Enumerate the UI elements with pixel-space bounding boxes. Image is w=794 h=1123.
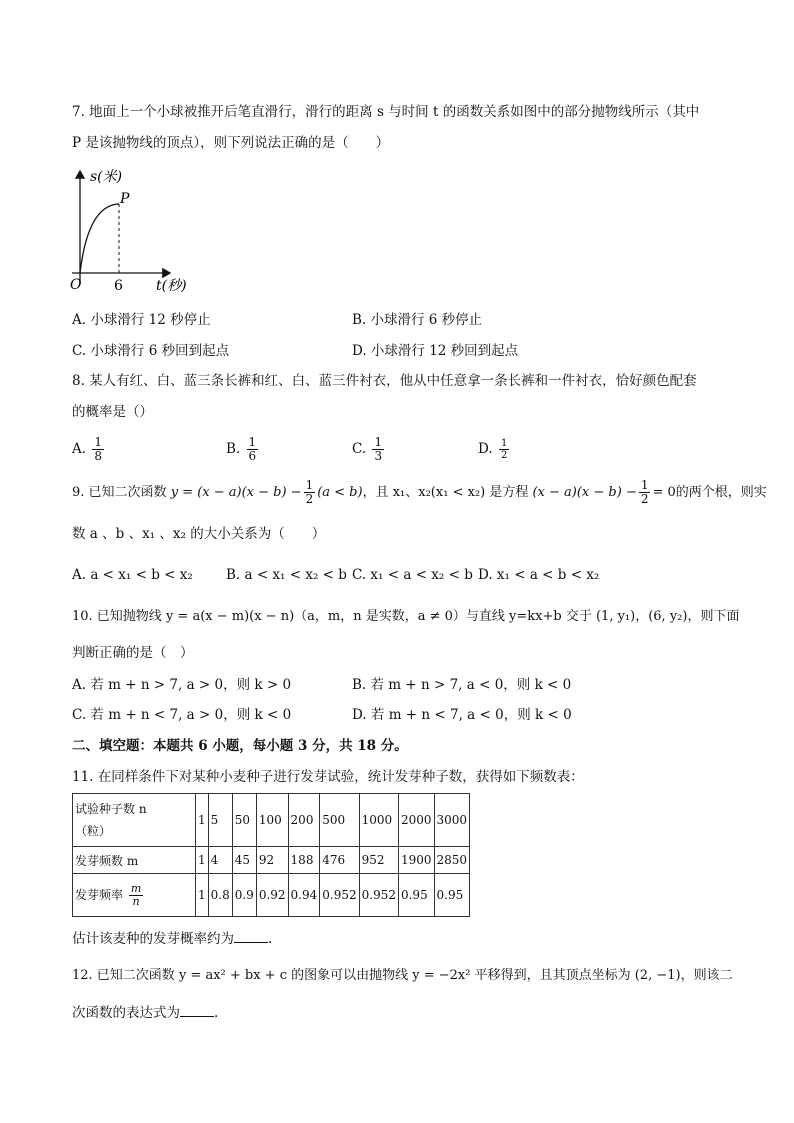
q8-option-c-den: 3 bbox=[374, 449, 383, 463]
q9-mid: ，且 x₁、x₂(x₁ < x₂) 是方程 bbox=[362, 485, 529, 500]
x-axis-label: t(秒) bbox=[156, 278, 187, 294]
table-cell: 188 bbox=[288, 847, 320, 874]
q7-graph bbox=[66, 165, 206, 295]
q9-half-den-2: 2 bbox=[640, 492, 649, 506]
origin-label: O bbox=[70, 277, 82, 293]
q10-option-b[interactable]: B. 若 m + n > 7, a < 0，则 k < 0 bbox=[352, 677, 572, 693]
q10-option-c[interactable]: C. 若 m + n < 7, a > 0，则 k < 0 bbox=[72, 707, 292, 723]
q12-answer-blank[interactable] bbox=[180, 1004, 214, 1017]
parabola-curve bbox=[80, 204, 119, 273]
table-cell: 1 bbox=[196, 847, 209, 874]
q8-option-c-label: C. bbox=[352, 441, 367, 457]
q9-option-b[interactable]: B. a < x₁ < x₂ < b bbox=[226, 567, 347, 583]
q8-option-b-den: 6 bbox=[248, 449, 257, 463]
table-cell: 0.8 bbox=[208, 874, 232, 917]
table-cell: 92 bbox=[256, 847, 288, 874]
q9-post: 的两个根，则实 bbox=[675, 485, 767, 500]
q8-option-d-label: D. bbox=[478, 441, 493, 457]
q8-option-b-num: 1 bbox=[248, 435, 257, 449]
q9-func: y = (x − a)(x − b) − bbox=[170, 485, 302, 500]
ratio-num: m bbox=[130, 881, 142, 895]
q11-answer-prompt: 估计该麦种的发芽概率约为 bbox=[72, 931, 234, 947]
q8-option-a-num: 1 bbox=[94, 435, 102, 449]
table-cell: 2000 bbox=[398, 794, 434, 847]
table-cell: 5 bbox=[208, 794, 232, 847]
q8-option-a[interactable] bbox=[72, 434, 106, 464]
q9-stem-line1 bbox=[72, 476, 767, 510]
q8-option-b-label: B. bbox=[226, 441, 241, 457]
q8-stem-line2: 的概率是（） bbox=[72, 404, 153, 420]
q7-option-d[interactable]: D. 小球滑行 12 秒回到起点 bbox=[352, 343, 519, 359]
q9-half-num-2: 1 bbox=[640, 478, 649, 492]
q8-option-a-label: A. bbox=[72, 441, 87, 457]
q12-answer-line bbox=[72, 1003, 218, 1023]
q9-eq-end: = 0 bbox=[652, 485, 676, 500]
q9-option-a[interactable]: A. a < x₁ < b < x₂ bbox=[72, 567, 193, 583]
table-row bbox=[73, 874, 470, 917]
table-cell: 4 bbox=[208, 847, 232, 874]
table-row bbox=[73, 794, 470, 847]
table-cell: 200 bbox=[288, 794, 320, 847]
ratio-den: n bbox=[132, 894, 140, 908]
table-cell: 1900 bbox=[398, 847, 434, 874]
table-cell: 2850 bbox=[434, 847, 470, 874]
q12-answer-end: . bbox=[214, 1005, 219, 1021]
q9-cond: (a < b) bbox=[317, 485, 363, 500]
y-axis-label: s(米) bbox=[90, 169, 123, 185]
table-cell: 0.952 bbox=[359, 874, 398, 917]
table-cell: 500 bbox=[320, 794, 359, 847]
table-cell: 952 bbox=[359, 847, 398, 874]
table-cell: 1 bbox=[196, 874, 209, 917]
q11-answer-line bbox=[72, 929, 272, 949]
table-cell: 50 bbox=[232, 794, 256, 847]
q10-option-a[interactable]: A. 若 m + n > 7, a > 0，则 k > 0 bbox=[72, 677, 292, 693]
table-cell: 3000 bbox=[434, 794, 470, 847]
q8-option-c[interactable] bbox=[352, 434, 386, 464]
q8-option-c-num: 1 bbox=[374, 435, 383, 449]
section-2-heading: 二、填空题：本题共 6 小题，每小题 3 分，共 18 分。 bbox=[72, 738, 408, 754]
table-cell: 0.95 bbox=[434, 874, 470, 917]
vertex-label: P bbox=[120, 191, 130, 207]
table-cell: 0.94 bbox=[288, 874, 320, 917]
q7-stem-line2: P 是该抛物线的顶点），则下列说法正确的是（ ） bbox=[72, 135, 390, 151]
tick-6-label: 6 bbox=[114, 278, 123, 294]
q11-answer-blank[interactable] bbox=[234, 930, 268, 943]
row-header-germinated: 发芽频数 m bbox=[73, 847, 196, 874]
q9-half-num-1: 1 bbox=[305, 478, 314, 492]
row-header-frequency-text: 发芽频率 bbox=[75, 887, 124, 902]
table-cell: 0.92 bbox=[256, 874, 288, 917]
q12-answer-prompt: 次函数的表达式为 bbox=[72, 1005, 180, 1021]
q8-stem-line1: 8. 某人有红、白、蓝三条长裤和红、白、蓝三件衬衣，他从中任意拿一条长裤和一件衬衣，恰好颜色配套 bbox=[72, 373, 697, 389]
q11-answer-end: . bbox=[268, 931, 273, 947]
q8-option-d-den: 2 bbox=[500, 450, 508, 461]
q8-option-d[interactable] bbox=[478, 434, 511, 464]
q9-pre: 9. 已知二次函数 bbox=[72, 485, 167, 500]
table-cell: 1 bbox=[196, 794, 209, 847]
q8-option-d-num: 1 bbox=[500, 438, 508, 449]
q7-option-c[interactable]: C. 小球滑行 6 秒回到起点 bbox=[72, 343, 230, 359]
table-cell: 0.95 bbox=[398, 874, 434, 917]
q10-option-d[interactable]: D. 若 m + n < 7, a < 0，则 k < 0 bbox=[352, 707, 572, 723]
q9-stem-line2: 数 a 、b 、x₁ 、x₂ 的大小关系为（ ） bbox=[72, 526, 326, 542]
table-cell: 45 bbox=[232, 847, 256, 874]
q11-stem: 11. 在同样条件下对某种小麦种子进行发芽试验，统计发芽种子数，获得如下频数表： bbox=[72, 769, 584, 785]
table-cell: 1000 bbox=[359, 794, 398, 847]
table-cell: 0.952 bbox=[320, 874, 359, 917]
q8-option-a-den: 8 bbox=[94, 449, 102, 463]
q7-option-a[interactable]: A. 小球滑行 12 秒停止 bbox=[72, 312, 211, 328]
q10-stem-line1: 10. 已知抛物线 y = a(x − m)(x − n)（a，m，n 是实数，a ≠ 0）与直线 y=kx+b 交于 (1, y₁)，(6, y₂)，则下面 bbox=[72, 609, 740, 624]
q8-option-b[interactable] bbox=[226, 434, 260, 464]
table-row bbox=[73, 847, 470, 874]
q12-stem-line1: 12. 已知二次函数 y = ax² + bx + c 的图象可以由抛物线 y = −2x² 平移得到，且其顶点坐标为 (2, −1)，则该二 bbox=[72, 968, 733, 983]
q7-option-b[interactable]: B. 小球滑行 6 秒停止 bbox=[352, 312, 483, 328]
q9-eq: (x − a)(x − b) − bbox=[532, 485, 637, 500]
table-cell: 476 bbox=[320, 847, 359, 874]
q7-stem-line1: 7. 地面上一个小球被推开后笔直滑行，滑行的距离 s 与时间 t 的函数关系如图中的部分抛物线所示（其中 bbox=[72, 104, 700, 120]
row-header-frequency bbox=[73, 874, 196, 917]
q9-half-den-1: 2 bbox=[305, 492, 314, 506]
row-header-seeds: 试验种子数 n （粒） bbox=[73, 794, 196, 847]
table-cell: 100 bbox=[256, 794, 288, 847]
table-cell: 0.9 bbox=[232, 874, 256, 917]
q9-option-c[interactable]: C. x₁ < a < x₂ < b bbox=[352, 567, 473, 583]
q9-option-d[interactable]: D. x₁ < a < b < x₂ bbox=[478, 567, 600, 583]
frequency-table bbox=[72, 793, 470, 917]
q10-stem-line2: 判断正确的是（ ） bbox=[72, 645, 194, 661]
